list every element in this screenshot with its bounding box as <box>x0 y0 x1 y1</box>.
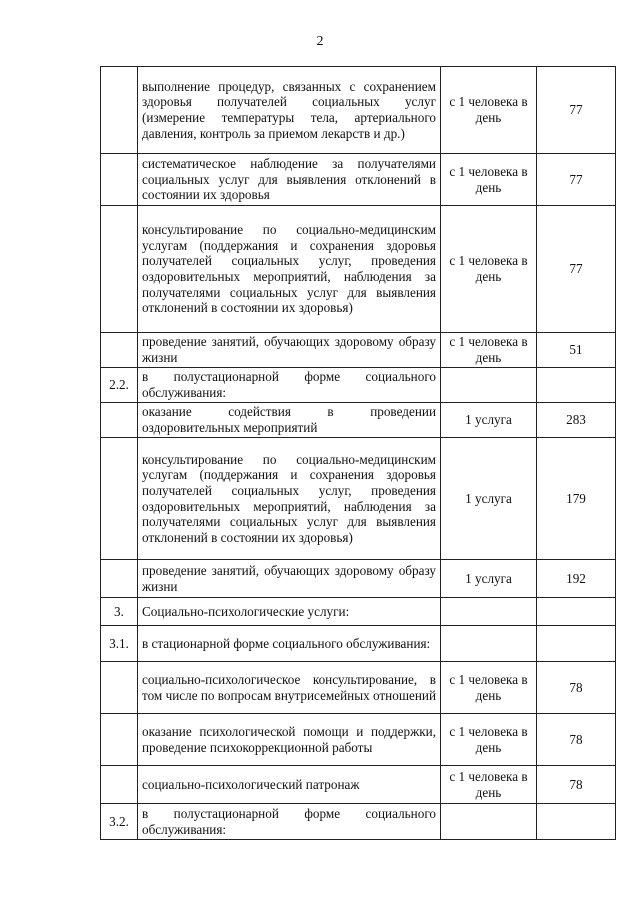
row-number <box>101 560 138 598</box>
row-number: 3.2. <box>101 804 138 840</box>
unit-of-measure <box>441 368 537 403</box>
service-description: в полустационарной форме социального обслуживания: <box>138 804 441 840</box>
tariff-value: 77 <box>537 154 616 206</box>
unit-of-measure: с 1 человека в день <box>441 154 537 206</box>
table-row <box>101 154 616 206</box>
service-description: оказание психологической помощи и поддержки, проведение психокоррекционной работы <box>138 714 441 766</box>
tariff-value: 77 <box>537 206 616 333</box>
service-description: социально-психологическое консультирование, в том числе по вопросам внутрисемейных отношений <box>138 662 441 714</box>
row-number <box>101 766 138 804</box>
tariff-value: 77 <box>537 67 616 154</box>
unit-of-measure <box>441 598 537 626</box>
table-row <box>101 714 616 766</box>
unit-of-measure: 1 услуга <box>441 438 537 560</box>
table-row <box>101 67 616 154</box>
service-description: проведение занятий, обучающих здоровому образу жизни <box>138 560 441 598</box>
tariff-value <box>537 626 616 662</box>
unit-of-measure: с 1 человека в день <box>441 766 537 804</box>
row-number <box>101 206 138 333</box>
service-description: выполнение процедур, связанных с сохранением здоровья получателей социальных услуг (измерение температуры тела, артериального давления, контроль за приемом лекарств и др.) <box>138 67 441 154</box>
table-row <box>101 438 616 560</box>
service-description: Социально-психологические услуги: <box>138 598 441 626</box>
table-row <box>101 804 616 840</box>
table-row <box>101 766 616 804</box>
service-description: систематическое наблюдение за получателями социальных услуг для выявления отклонений в состоянии их здоровья <box>138 154 441 206</box>
row-number <box>101 403 138 438</box>
service-description: проведение занятий, обучающих здоровому образу жизни <box>138 333 441 368</box>
tariff-value: 192 <box>537 560 616 598</box>
table-row <box>101 626 616 662</box>
tariff-value: 51 <box>537 333 616 368</box>
unit-of-measure: с 1 человека в день <box>441 714 537 766</box>
tariff-value <box>537 368 616 403</box>
table-row <box>101 560 616 598</box>
row-number <box>101 714 138 766</box>
service-description: в полустационарной форме социального обслуживания: <box>138 368 441 403</box>
service-description: социально-психологический патронаж <box>138 766 441 804</box>
service-description: консультирование по социально-медицинским услугам (поддержания и сохранения здоровья получателей социальных услуг, проведения оздоровительных мероприятий, наблюдения за получателями социальных услуг для выявления отклонений в состоянии их здоровья) <box>138 206 441 333</box>
tariff-value: 78 <box>537 766 616 804</box>
row-number <box>101 662 138 714</box>
tariff-value: 283 <box>537 403 616 438</box>
unit-of-measure: 1 услуга <box>441 560 537 598</box>
row-number <box>101 438 138 560</box>
table-row <box>101 368 616 403</box>
unit-of-measure: с 1 человека в день <box>441 333 537 368</box>
row-number <box>101 154 138 206</box>
row-number: 3. <box>101 598 138 626</box>
unit-of-measure: с 1 человека в день <box>441 662 537 714</box>
row-number: 3.1. <box>101 626 138 662</box>
service-description: оказание содействия в проведении оздоровительных мероприятий <box>138 403 441 438</box>
table-row <box>101 333 616 368</box>
tariff-value: 78 <box>537 662 616 714</box>
unit-of-measure <box>441 804 537 840</box>
row-number <box>101 333 138 368</box>
unit-of-measure: с 1 человека в день <box>441 206 537 333</box>
service-description: в стационарной форме социального обслуживания: <box>138 626 441 662</box>
tariff-value: 179 <box>537 438 616 560</box>
page-number: 2 <box>316 34 324 49</box>
table-row <box>101 206 616 333</box>
tariff-value <box>537 804 616 840</box>
row-number <box>101 67 138 154</box>
unit-of-measure <box>441 626 537 662</box>
service-description: консультирование по социально-медицинским услугам (поддержания и сохранения здоровья получателей социальных услуг, проведения оздоровительных мероприятий, наблюдения за получателями социальных услуг для выявления отклонений в состоянии их здоровья) <box>138 438 441 560</box>
unit-of-measure: 1 услуга <box>441 403 537 438</box>
tariff-value <box>537 598 616 626</box>
row-number: 2.2. <box>101 368 138 403</box>
table-row <box>101 662 616 714</box>
tariff-value: 78 <box>537 714 616 766</box>
services-table <box>100 66 616 840</box>
table-row <box>101 598 616 626</box>
unit-of-measure: с 1 человека в день <box>441 67 537 154</box>
table-row <box>101 403 616 438</box>
